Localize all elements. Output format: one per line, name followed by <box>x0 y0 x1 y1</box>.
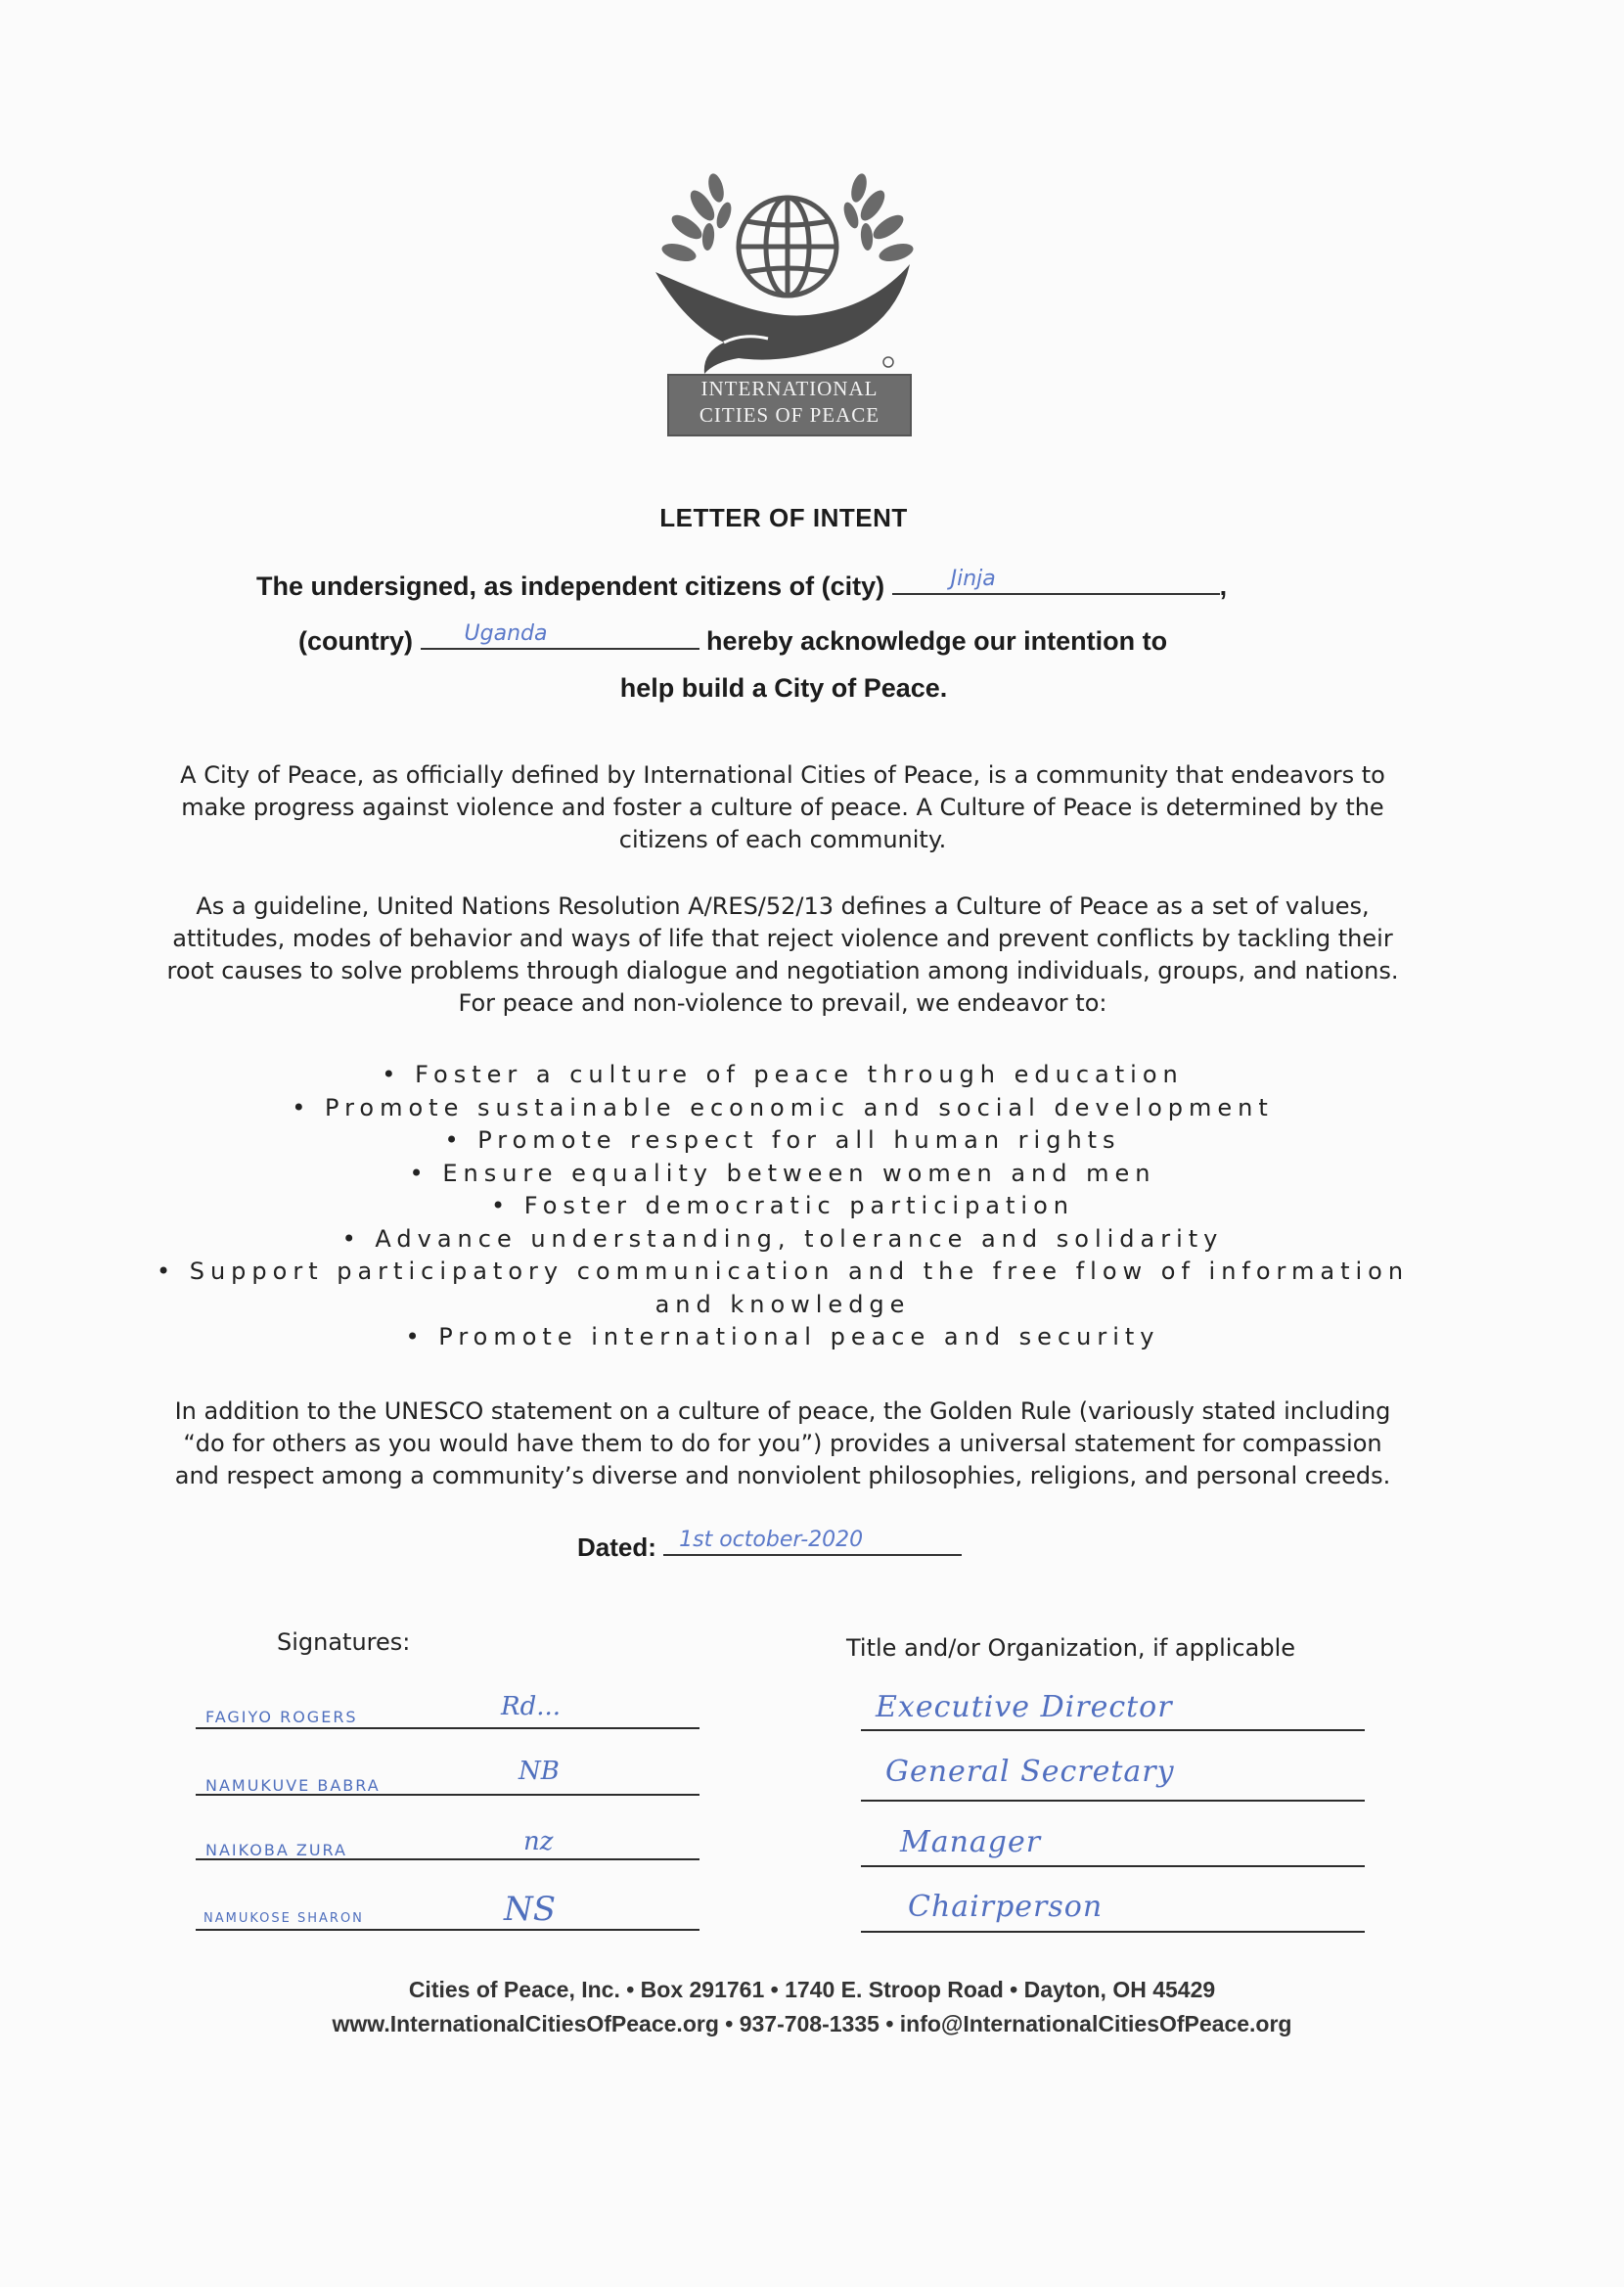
signatory-name: FAGIYO ROGERS <box>205 1708 358 1726</box>
signatory-title: General Secretary <box>885 1755 1175 1789</box>
signature-line[interactable] <box>196 1794 699 1796</box>
title-line[interactable] <box>861 1729 1365 1731</box>
signatory-name: NAIKOBA ZURA <box>205 1841 347 1859</box>
list-item: • Ensure equality between women and men <box>147 1158 1419 1191</box>
date-field[interactable] <box>663 1527 962 1556</box>
signature-mark: Rd... <box>501 1692 562 1721</box>
signature-line[interactable] <box>196 1727 699 1729</box>
intro-comma: , <box>1219 572 1228 601</box>
title-line[interactable] <box>861 1931 1365 1933</box>
signatory-title: Chairperson <box>908 1890 1104 1924</box>
date-value: 1st october-2020 <box>679 1528 864 1552</box>
country-value: Uganda <box>464 621 548 646</box>
signature-line[interactable] <box>196 1858 699 1860</box>
logo <box>646 157 929 440</box>
city-field[interactable] <box>892 568 1220 595</box>
signatures-header: Signatures: <box>277 1628 411 1656</box>
signature-mark: nz <box>523 1827 554 1856</box>
intro-line-3: help build a City of Peace. <box>619 673 948 703</box>
logo-wordmark <box>667 374 912 436</box>
title-org-header: Title and/or Organization, if applicable <box>846 1634 1295 1662</box>
footer-contact: www.InternationalCitiesOfPeace.org • 937-708-1335 • info@InternationalCitiesOfPeace.org <box>332 2011 1292 2036</box>
golden-rule-paragraph: In addition to the UNESCO statement on a culture of peace, the Golden Rule (variously stated including “do for others as you would have them to do for you”) provides a universal statement for compassion and respect among a community’s diverse and nonviolent philosophies, religions, and personal creeds. <box>174 1397 1391 1489</box>
signatory-title: Executive Director <box>876 1690 1173 1724</box>
logo-line-2: CITIES OF PEACE <box>699 403 880 427</box>
signatory-title: Manager <box>900 1825 1042 1859</box>
intro-line-2 <box>298 622 1167 657</box>
signatory-name: NAMUKUVE BABRA <box>205 1776 381 1795</box>
endeavor-list <box>147 1059 1419 1354</box>
signature-table <box>196 1690 1370 1952</box>
list-item: • Foster democratic participation <box>147 1190 1419 1223</box>
signatory-name: NAMUKOSE SHARON <box>203 1911 364 1926</box>
title-line[interactable] <box>861 1865 1365 1867</box>
intro-acknowledge-text: hereby acknowledge our intention to <box>706 626 1168 656</box>
city-value: Jinja <box>950 567 996 591</box>
intro-line-1 <box>256 568 1227 602</box>
intro-city-label: The undersigned, as independent citizens of (city) <box>256 572 885 601</box>
dated-label: Dated: <box>577 1532 656 1562</box>
guideline-paragraph: As a guideline, United Nations Resolution A/RES/52/13 defines a Culture of Peace as a set of values, attitudes, modes of behavior and ways of life that reject violence and prevent conflicts by tackling their root causes to solve problems through dialogue and negotiation among individuals, groups, and nations. For peace and non-violence to prevail, we endeavor to: <box>166 892 1399 1017</box>
signature-mark: NB <box>519 1757 560 1786</box>
list-item: • Promote sustainable economic and social development <box>147 1092 1419 1125</box>
list-item: • Foster a culture of peace through education <box>147 1059 1419 1092</box>
intro-country-label: (country) <box>298 626 413 656</box>
signature-line[interactable] <box>196 1929 699 1931</box>
dated-row <box>577 1527 962 1563</box>
globe-dove-emblem-icon <box>646 157 929 377</box>
page-title: LETTER OF INTENT <box>659 503 908 532</box>
definition-paragraph: A City of Peace, as officially defined by International Cities of Peace, is a community that endeavors to make progress against violence and foster a culture of peace. A Culture of Peace is determined by the citizens of each community. <box>180 761 1385 853</box>
title-line[interactable] <box>861 1800 1365 1802</box>
list-item: • Support participatory communication and the free flow of information and knowledge <box>147 1256 1419 1321</box>
logo-line-1: INTERNATIONAL <box>700 377 879 400</box>
list-item: • Promote international peace and security <box>147 1321 1419 1354</box>
list-item: • Promote respect for all human rights <box>147 1124 1419 1158</box>
country-field[interactable] <box>421 622 699 650</box>
signature-mark: NS <box>504 1890 557 1929</box>
list-item: • Advance understanding, tolerance and solidarity <box>147 1223 1419 1257</box>
footer-address: Cities of Peace, Inc. • Box 291761 • 1740 E. Stroop Road • Dayton, OH 45429 <box>408 1977 1216 2002</box>
